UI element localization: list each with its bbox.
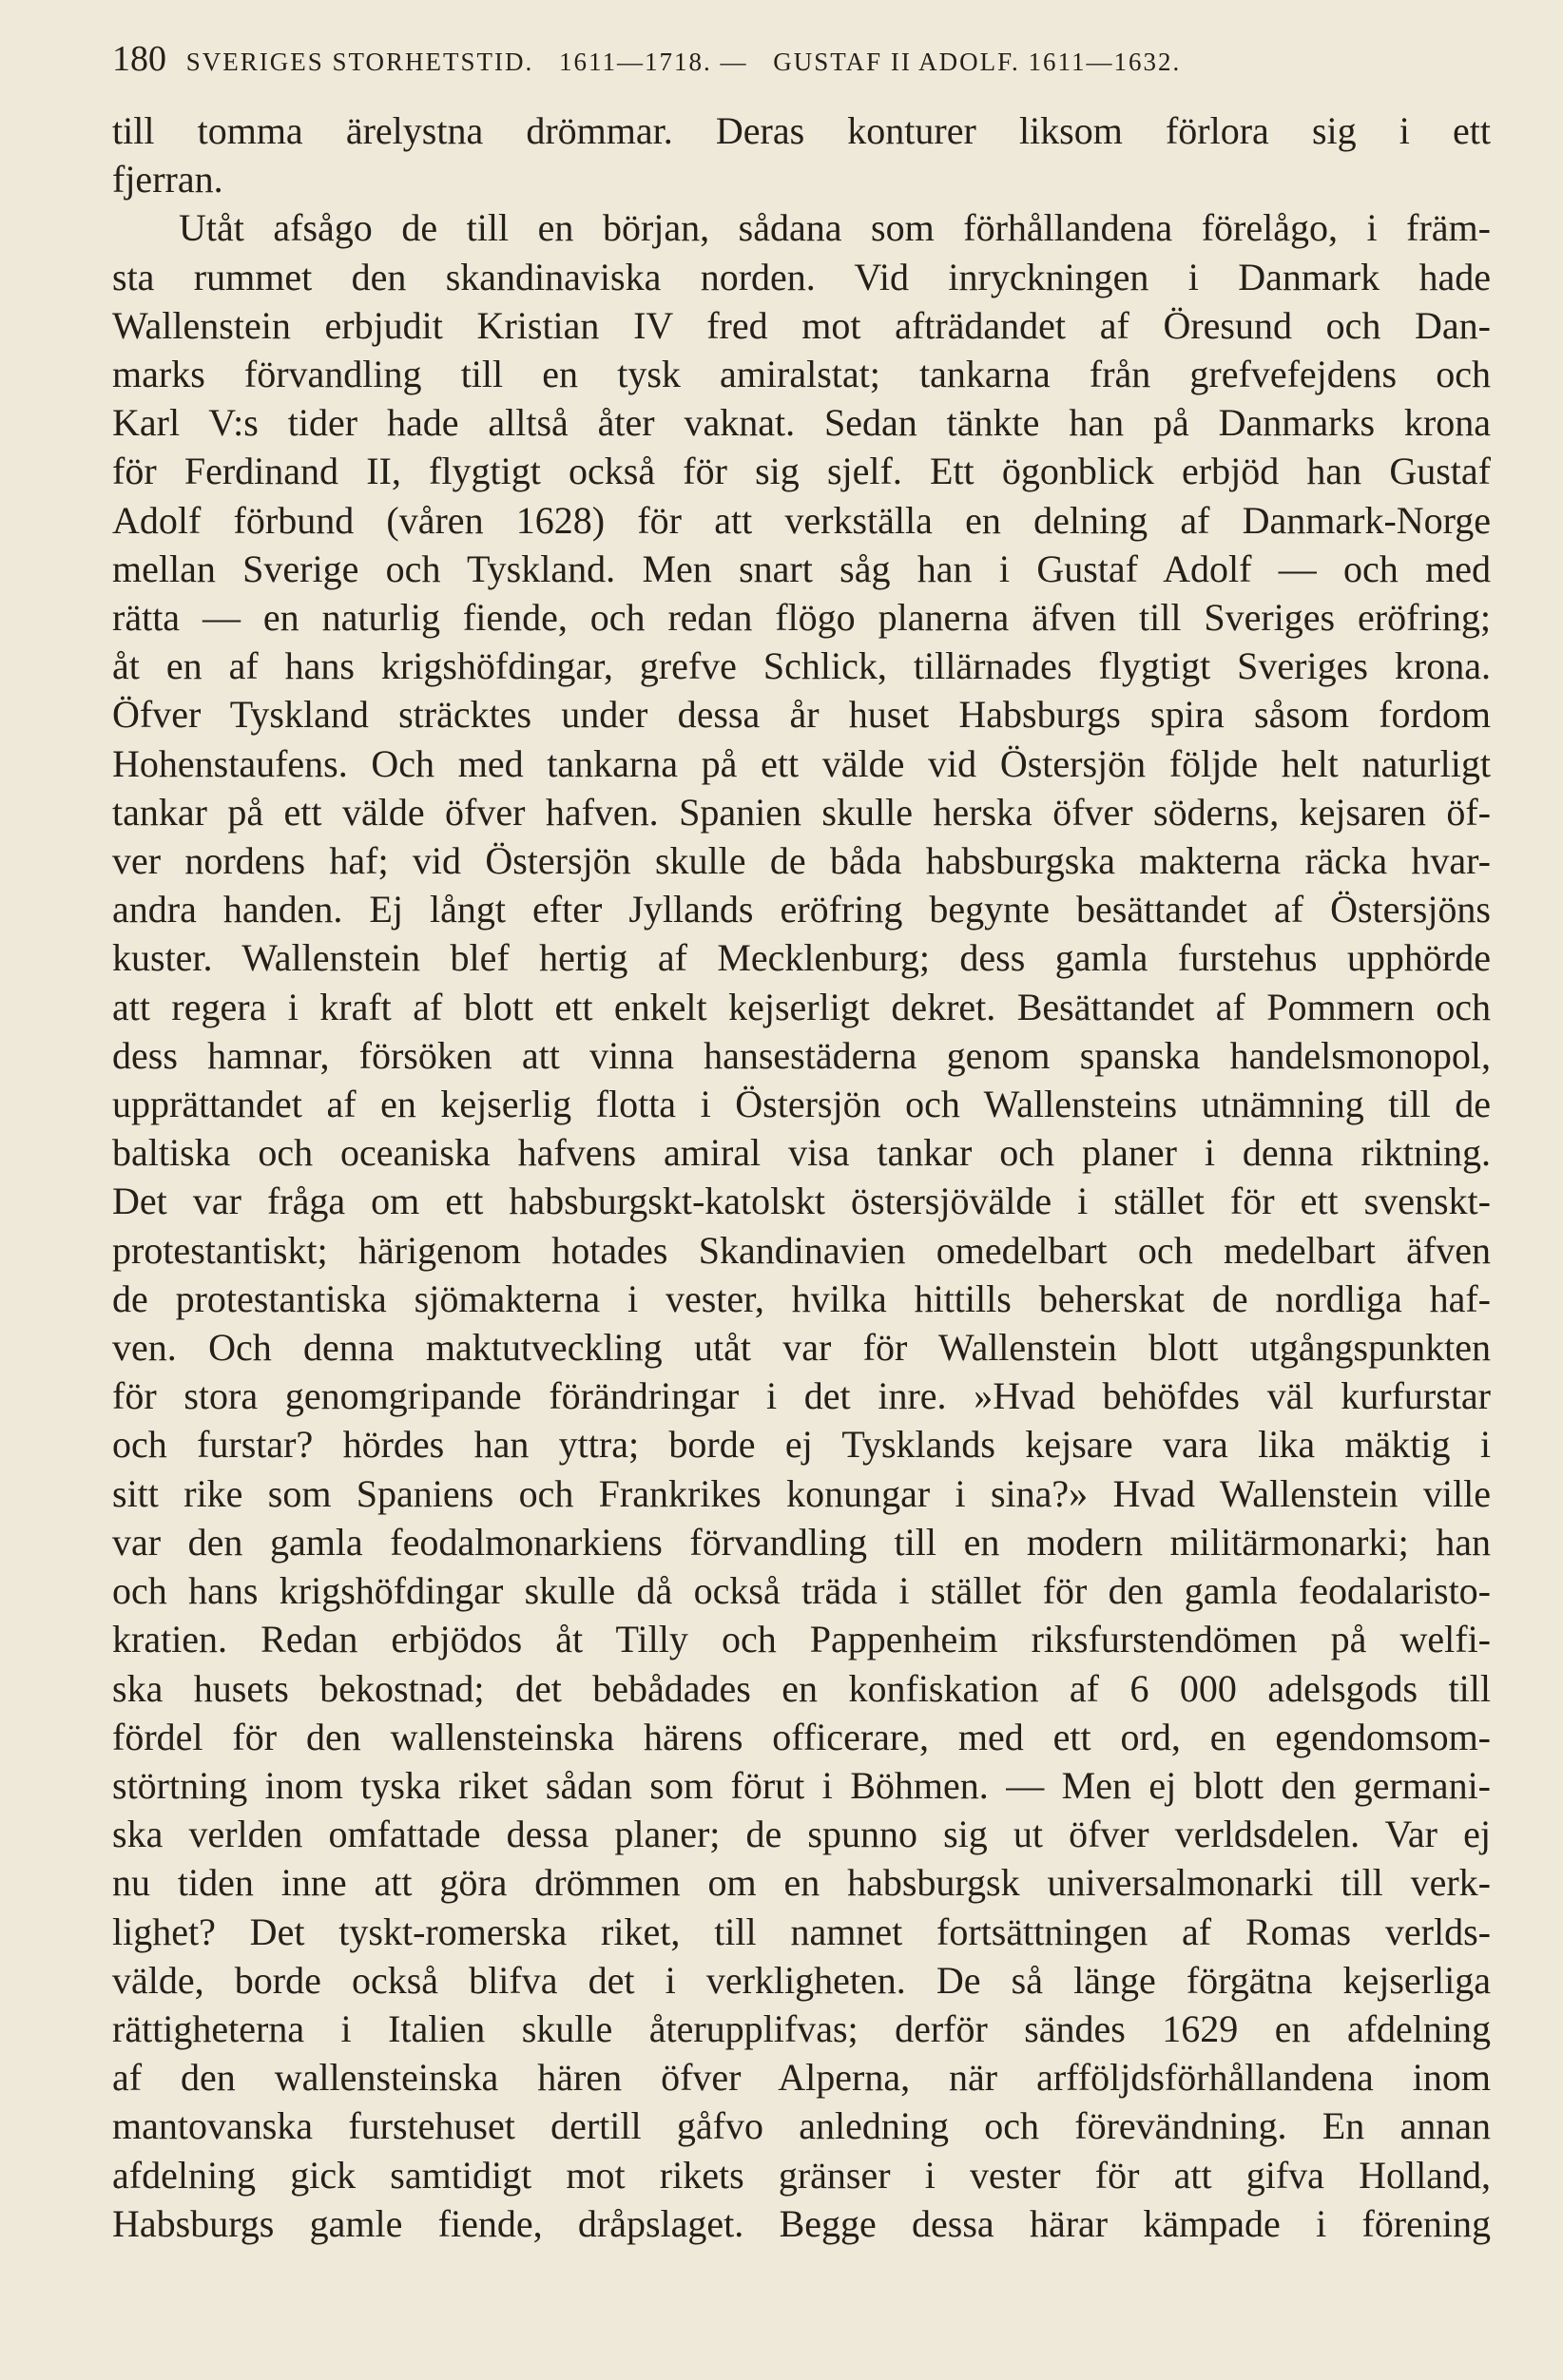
header-title: SVERIGES STORHETSTID.: [185, 48, 534, 76]
text-line: var den gamla feodalmonarkiens förvandling till en modern militärmonarki; han: [112, 1520, 1491, 1564]
text-line: välde, borde också blifva det i verkligheten. De så länge förgätna kejserliga: [112, 1958, 1491, 2002]
text-line: åt en af hans krigshöfdingar, grefve Schlick, tillärnades flygtigt Sveriges krona.: [112, 644, 1491, 688]
text-line: sitt rike som Spaniens och Frankrikes konungar i sina?» Hvad Wallenstein ville: [112, 1471, 1491, 1515]
text-line: Öfver Tyskland sträcktes under dessa år huset Habsburgs spira såsom fordom: [112, 693, 1491, 737]
text-line: Utåt afsågo de till en början, sådana som förhållandena förelågo, i främ-: [179, 206, 1491, 250]
text-line: baltiska och oceaniska hafvens amiral visa tankar och planer i denna riktning.: [112, 1131, 1491, 1175]
text-line: lighet? Det tyskt-romerska riket, till namnet fortsättningen af Romas verlds-: [112, 1910, 1491, 1953]
text-line: och hans krigshöfdingar skulle då också träda i stället för den gamla feodalaristo-: [112, 1569, 1491, 1613]
text-line: kuster. Wallenstein blef hertig af Mecklenburg; dess gamla furstehus upphörde: [112, 936, 1491, 980]
text-line: fjerran.: [112, 158, 223, 202]
text-line: och furstar? hördes han yttra; borde ej Tysklands kejsare vara lika mäktig i: [112, 1423, 1491, 1467]
text-line: Hohenstaufens. Och med tankarna på ett välde vid Östersjön följde helt naturligt: [112, 741, 1491, 785]
text-line: afdelning gick samtidigt mot rikets gränser i vester för att gifva Holland,: [112, 2153, 1491, 2197]
text-line: marks förvandling till en tysk amiralstat; tankarna från grefvefejdens och: [112, 353, 1491, 396]
text-line: Det var fråga om ett habsburgskt-katolskt östersjövälde i stället för ett svenskt-: [112, 1180, 1491, 1223]
text-line: de protestantiska sjömakterna i vester, hvilka hittills beherskat de nordliga haf-: [112, 1276, 1491, 1320]
text-line: af den wallensteinska hären öfver Alperna, när arfföljdsförhållandena inom: [112, 2056, 1491, 2100]
text-line: fördel för den wallensteinska härens officerare, med ett ord, en egendomsom-: [112, 1715, 1491, 1758]
text-line: mantovanska furstehuset dertill gåfvo anledning och förevändning. En annan: [112, 2104, 1491, 2148]
text-line: Karl V:s tider hade alltså åter vaknat. Sedan tänkte han på Danmarks krona: [112, 401, 1491, 445]
text-line: sta rummet den skandinaviska norden. Vid inryckningen i Danmark hade: [112, 255, 1491, 298]
text-line: Habsburgs gamle fiende, dråpslaget. Begge dessa härar kämpade i förening: [112, 2201, 1491, 2245]
text-line: mellan Sverige och Tyskland. Men snart såg han i Gustaf Adolf — och med: [112, 547, 1491, 590]
text-line: ver nordens haf; vid Östersjön skulle de båda habsburgska makterna räcka hvar-: [112, 839, 1491, 883]
text-line: upprättandet af en kejserlig flotta i Östersjön och Wallensteins utnämning till de: [112, 1083, 1491, 1126]
running-header: [112, 38, 1481, 80]
header-dates: 1611—1718. —: [559, 48, 748, 76]
text-line: rätta — en naturlig fiende, och redan flögo planerna äfven till Sveriges eröfring;: [112, 596, 1491, 640]
text-line: tankar på ett välde öfver hafven. Spanien skulle herska öfver söderns, kejsaren öf-: [112, 790, 1491, 834]
text-line: andra handen. Ej långt efter Jyllands eröfring begynte besättandet af Östersjöns: [112, 888, 1491, 931]
body-text: [112, 106, 1491, 2248]
text-line: ska verlden omfattade dessa planer; de spunno sig ut öfver verldsdelen. Var ej: [112, 1813, 1491, 1856]
text-line: ven. Och denna maktutveckling utåt var för Wallenstein blott utgångspunkten: [112, 1326, 1491, 1370]
text-line: kratien. Redan erbjödos åt Tilly och Pappenheim riksfurstendömen på welfi-: [112, 1618, 1491, 1661]
page-number: 180: [112, 39, 166, 79]
text-line: ska husets bekostnad; det bebådades en konfiskation af 6 000 adelsgods till: [112, 1666, 1491, 1710]
text-line: rättigheterna i Italien skulle återupplifvas; derför sändes 1629 en afdelning: [112, 2006, 1491, 2050]
text-line: för Ferdinand II, flygtigt också för sig sjelf. Ett ögonblick erbjöd han Gustaf: [112, 450, 1491, 493]
text-line: att regera i kraft af blott ett enkelt kejserligt dekret. Besättandet af Pommern och: [112, 985, 1491, 1028]
text-line: Adolf förbund (våren 1628) för att verkställa en delning af Danmark-Norge: [112, 498, 1491, 542]
text-line: Wallenstein erbjudit Kristian IV fred mot afträdandet af Öresund och Dan-: [112, 303, 1491, 347]
header-section: GUSTAF II ADOLF. 1611—1632.: [773, 48, 1182, 76]
text-line: för stora genomgripande förändringar i det inre. »Hvad behöfdes väl kurfurstar: [112, 1374, 1491, 1418]
text-line: nu tiden inne att göra drömmen om en habsburgsk universalmonarki till verk-: [112, 1861, 1491, 1905]
text-line: störtning inom tyska riket sådan som förut i Böhmen. — Men ej blott den germani-: [112, 1763, 1491, 1807]
text-line: dess hamnar, försöken att vinna hansestäderna genom spanska handelsmonopol,: [112, 1033, 1491, 1077]
text-line: till tomma ärelystna drömmar. Deras konturer liksom förlora sig i ett: [112, 109, 1491, 152]
text-line: protestantiskt; härigenom hotades Skandinavien omedelbart och medelbart äfven: [112, 1228, 1491, 1272]
